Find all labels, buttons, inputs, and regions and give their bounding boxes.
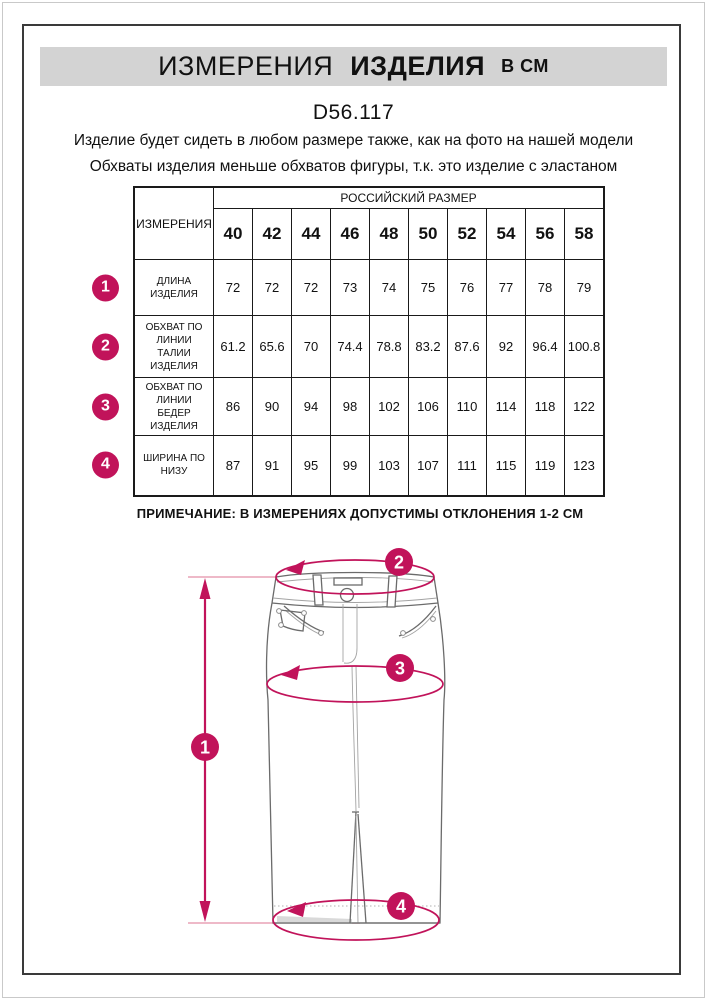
measurement-value: 72 — [292, 260, 331, 316]
measurement-value: 78.8 — [370, 316, 409, 378]
title-measurements: ИЗМЕРЕНИЯ — [158, 51, 334, 81]
size-col-header: 54 — [487, 209, 526, 260]
measurement-value: 74.4 — [331, 316, 370, 378]
measurement-value: 72 — [253, 260, 292, 316]
rivet-icon — [277, 609, 282, 614]
measurement-value: 87.6 — [448, 316, 487, 378]
size-col-header: 44 — [292, 209, 331, 260]
rivet-icon — [302, 611, 307, 616]
measurement-value: 118 — [526, 378, 565, 436]
size-col-header: 40 — [214, 209, 253, 260]
rivet-icon — [319, 631, 324, 636]
row-label-text: ОБХВАТ ПО ЛИНИИ ТАЛИИ ИЗДЕЛИЯ — [145, 321, 203, 372]
belt-loop-left — [313, 575, 323, 605]
measurement-value: 107 — [409, 436, 448, 496]
size-col-header: 48 — [370, 209, 409, 260]
callout-2-number: 2 — [393, 552, 405, 573]
measurement-value: 61.2 — [214, 316, 253, 378]
measurement-value: 90 — [253, 378, 292, 436]
measurement-value: 99 — [331, 436, 370, 496]
measurement-value: 100.8 — [565, 316, 605, 378]
measurement-value: 122 — [565, 378, 605, 436]
size-col-header: 56 — [526, 209, 565, 260]
measurement-value: 123 — [565, 436, 605, 496]
tolerance-note: ПРИМЕЧАНИЕ: В ИЗМЕРЕНИЯХ ДОПУСТИМЫ ОТКЛОНЕНИЯ 1-2 СМ — [136, 506, 584, 521]
russian-size-header: РОССИЙСКИЙ РАЗМЕР — [214, 187, 605, 209]
row-number-badge: 3 — [92, 393, 119, 420]
row-number-badge: 1 — [92, 274, 119, 301]
measurement-value: 91 — [253, 436, 292, 496]
measurement-value: 111 — [448, 436, 487, 496]
measurement-value: 83.2 — [409, 316, 448, 378]
callout-1-number: 1 — [199, 737, 211, 758]
measurement-value: 98 — [331, 378, 370, 436]
size-col-header: 42 — [253, 209, 292, 260]
measurement-value: 65.6 — [253, 316, 292, 378]
measurement-value: 115 — [487, 436, 526, 496]
measurement-value: 76 — [448, 260, 487, 316]
arrow-up-icon — [200, 578, 211, 599]
size-col-header: 52 — [448, 209, 487, 260]
measurement-value: 106 — [409, 378, 448, 436]
measurement-value: 75 — [409, 260, 448, 316]
measurement-value: 94 — [292, 378, 331, 436]
measurement-value: 73 — [331, 260, 370, 316]
title-unit: В СМ — [501, 56, 549, 76]
waistband-label — [334, 578, 362, 585]
callout-4-number: 4 — [395, 896, 407, 917]
measurement-value: 74 — [370, 260, 409, 316]
row-label-text: ОБХВАТ ПО ЛИНИИ БЕДЕР ИЗДЕЛИЯ — [145, 381, 203, 432]
fit-note-line2: Обхваты изделия меньше обхватов фигуры, т.к. это изделие с эластаном — [89, 158, 618, 175]
size-col-header: 46 — [331, 209, 370, 260]
rivet-icon — [431, 617, 436, 622]
article-number: D56.117 — [312, 101, 395, 124]
row-label-text: ШИРИНА ПО НИЗУ — [143, 453, 205, 478]
measurement-value: 114 — [487, 378, 526, 436]
row-number-badge: 4 — [92, 452, 119, 479]
button-icon — [341, 589, 354, 602]
callout-3-number: 3 — [394, 658, 406, 679]
measurement-value: 77 — [487, 260, 526, 316]
fit-note-line1: Изделие будет сидеть в любом размере также, как на фото на нашей модели — [73, 132, 634, 149]
measurement-value: 103 — [370, 436, 409, 496]
measurement-value: 92 — [487, 316, 526, 378]
measurement-value: 86 — [214, 378, 253, 436]
rivet-icon — [401, 631, 406, 636]
measurement-value: 96.4 — [526, 316, 565, 378]
size-col-header: 50 — [409, 209, 448, 260]
row-number-badge: 2 — [92, 333, 119, 360]
measurement-value: 78 — [526, 260, 565, 316]
measurement-value: 95 — [292, 436, 331, 496]
size-col-header: 58 — [565, 209, 605, 260]
measurement-value: 79 — [565, 260, 605, 316]
measurement-value: 72 — [214, 260, 253, 316]
measurements-corner-cell: ИЗМЕРЕНИЯ — [134, 187, 214, 260]
measurement-value: 87 — [214, 436, 253, 496]
measurement-value: 110 — [448, 378, 487, 436]
rivet-icon — [279, 623, 284, 628]
arrow-down-icon — [200, 901, 211, 922]
measurement-value: 119 — [526, 436, 565, 496]
measurement-value: 70 — [292, 316, 331, 378]
measurement-value: 102 — [370, 378, 409, 436]
title-product: ИЗДЕЛИЯ — [350, 51, 486, 81]
row-label-text: ДЛИНА ИЗДЕЛИЯ — [150, 275, 198, 300]
